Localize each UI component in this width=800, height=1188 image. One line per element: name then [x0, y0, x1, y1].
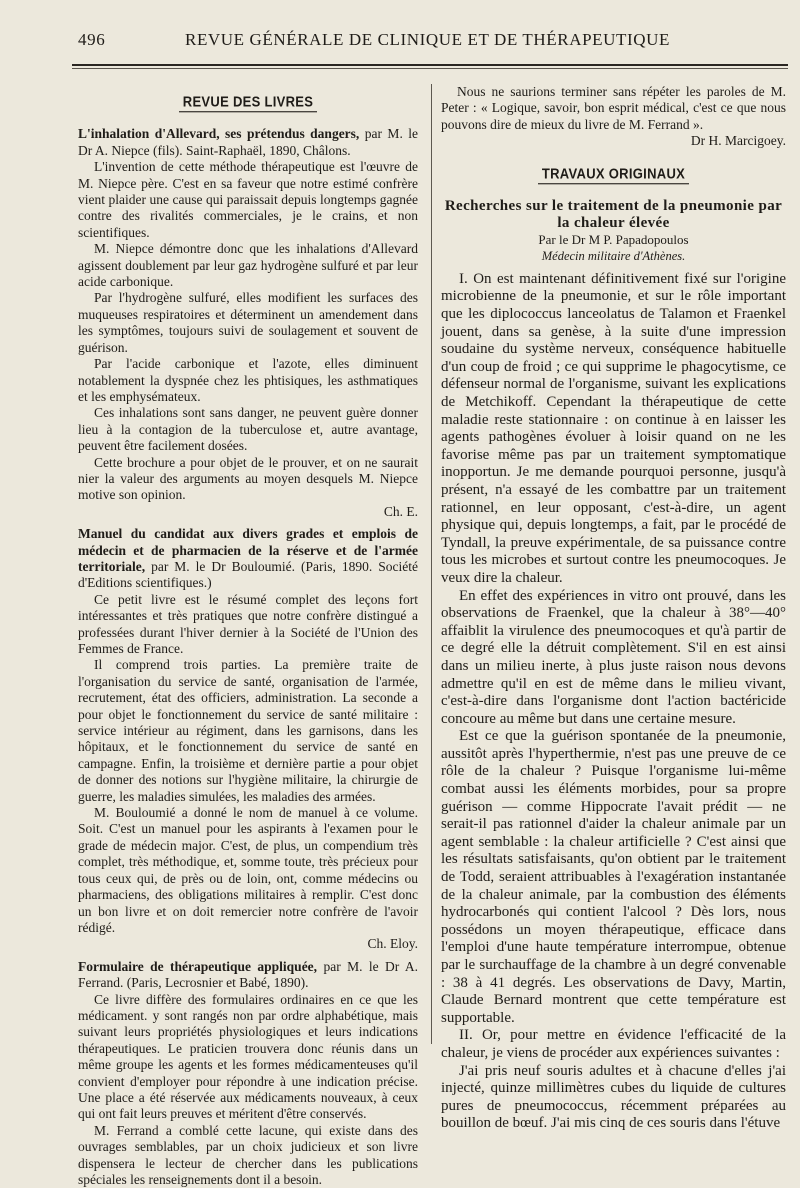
article-author: Par le Dr M P. Papadopoulos: [538, 232, 689, 248]
header-rule-thin: [72, 68, 788, 69]
running-head: [70, 28, 770, 54]
column-divider: [431, 84, 432, 1044]
review-entry-1-paragraph: Ces inhalations sont sans danger, ne peuvent guère donner lieu à la contagion de la tuberculose et, autre avantage, peuvent être facilement dosées.: [78, 405, 418, 454]
right-column: [441, 78, 786, 1133]
review-entry-2-heading: Manuel du candidat aux divers grades et emplois de médecin et de pharmacien de la réserve et de l'armée territoriale, par M. le Dr Bouloumié. (Paris, 1890. Société d'Editions scientifiques.): [78, 526, 418, 591]
review-entry-1-paragraph: L'invention de cette méthode thérapeutique est l'œuvre de M. Niepce père. C'est en sa faveur que notre estimé confrère vient plaider une cause qui paraissait depuis longtemps gagnée contre des rivalités commerciales, je le crains, et non scientifiques.: [78, 159, 418, 240]
review-entry-2-paragraph: Ce petit livre est le résumé complet des leçons fort intéressantes et très pratiques que notre confrère distingué a professées durant l'hiver dernier à la Société de l'Union des Femmes de France.: [78, 591, 418, 656]
review-entry-1-paragraph: M. Niepce démontre donc que les inhalations d'Allevard agissent doublement par leur gaz hydrogène sulfuré et par leur acide carbonique.: [78, 241, 418, 290]
review-entry-2-paragraph: Il comprend trois parties. La première traite de l'organisation du service de santé, organisation de l'armée, recrutement, état des officiers, administration. La seconde a pour objet le fonctionnement du service de santé militaire : service intérieur au régiment, dans les garnisons, dans les hôpitaux, et le fonctionnement du service de santé en campagne. Enfin, la troisième et dernière partie a pour objet de donner des notions sur l'hygiène militaire, la chirurgie de guerre, les maladies simulées, les maladies des armées.: [78, 657, 418, 804]
review-entry-3-heading: Formulaire de thérapeutique appliquée, par M. le Dr A. Ferrand. (Paris, Lecrosnier et Babé, 1890).: [78, 958, 418, 991]
article-paragraph: Est ce que la guérison spontanée de la pneumonie, aussitôt après l'hyperthermie, n'est pas une preuve de ce rôle de la chaleur ? Puisque l'organisme lui-même combat aussi les éléments morbides, pour sa propre guérison — comme Hippocrate l'avait prédit — ne serait-il pas rationnel d'aider la chaleur animale par un agent semblable : la chaleur artificielle ? C'est ainsi que les résultats satisfaisants, qu'on obtient par le traitement de Todd, seraient attribuables à l'exagération instantanée de la chaleur animale, par la combustion des éléments hydrocarbonés qui contient l'alcool ? Dès lors, nous possédons un moyen thérapeutique, efficace dans l'emploi d'une haute température interrompue, obtenue par le surchauffage de la chambre à un degré convenable : 38 à 41 degrés. Les observations de Davy, Martin, Claude Bernard montrent que cette température est supportable.: [441, 728, 786, 1026]
article-paragraph: J'ai pris neuf souris adultes et à chacune d'elles j'ai injecté, quinze millimètres cubes du liquide de cultures pures de pneumococcus, récemment préparées au bouillon de bœuf. J'ai mis cinq de ces souris dans l'étuve: [441, 1062, 786, 1132]
review-entry-1-signature: Ch. E.: [383, 503, 418, 519]
article-affiliation: Médecin militaire d'Athènes.: [541, 249, 686, 264]
review-closing-signature: Dr H. Marcigoey.: [690, 133, 786, 149]
section-title-original-works: TRAVAUX ORIGINAUX: [441, 164, 786, 183]
journal-title: REVUE GÉNÉRALE DE CLINIQUE ET DE THÉRAPEUTIQUE: [185, 30, 670, 49]
review-entry-2-signature: Ch. Eloy.: [367, 936, 418, 952]
article-paragraph: II. Or, pour mettre en évidence l'efficacité de la chaleur, je viens de procéder aux expériences suivantes :: [441, 1027, 786, 1061]
left-column: [78, 78, 418, 1188]
review-closing-paragraph: Nous ne saurions terminer sans répéter les paroles de M. Peter : « Logique, savoir, bon esprit médical, c'est ce que nous pouvons dire de mieux du livre de M. Ferrand ».: [441, 84, 786, 132]
review-entry-1-heading: L'inhalation d'Allevard, ses prétendus dangers, par M. le Dr A. Niepce (fils). Saint-Raphaël, 1890, Châlons.: [78, 126, 418, 158]
review-entry-2-paragraph: M. Bouloumié a donné le nom de manuel à ce volume. Soit. C'est un manuel pour les aspirants à l'examen pour le grade de médecin major. C'est, de plus, un compendium très complet, très méthodique, et, somme toute, très précieux pour tous ceux qui, de près ou de loin, ont, comme médecins ou pharmaciens, des obligations militaires à remplir. C'est donc un bon livre et on doit remercier notre confrère de l'avoir rédigé.: [78, 805, 418, 935]
article-title: Recherches sur le traitement de la pneumonie par la chaleur élevée: [444, 198, 783, 232]
review-entry-1-paragraph: Par l'acide carbonique et l'azote, elles diminuent notablement la dyspnée chez les phtisiques, les asthmatiques et les emphysémateux.: [78, 356, 418, 404]
page-number: 496: [78, 30, 106, 49]
article-paragraph: En effet des expériences in vitro ont prouvé, dans les observations de Fraenkel, que la chaleur à 38°—40° affaiblit la virulence des pneumocoques et qu'à partir de ce degré elle la détruit complètement. S'il en est ainsi dans un milieu inerte, à plus juste raison nous devons admettre qu'il en est de même dans le milieu vivant, c'est-à-dire dans l'organisme dont l'action bactéricide concoure au même but dans une certaine mesure.: [441, 587, 786, 727]
review-entry-3-paragraph: M. Ferrand a comblé cette lacune, qui existe dans des ouvrages semblables, par un choix judicieux et son livre dispensera le lecteur de chercher dans les publications spéciales les renseignements dont il a besoin.: [78, 1122, 418, 1187]
header-rule: [72, 64, 788, 66]
article-body: [441, 271, 786, 1133]
review-entry-1-paragraph: Cette brochure a pour objet de le prouver, et on ne saurait nier la valeur des arguments au moyen desquels M. Niepce motive son opinion.: [78, 454, 418, 503]
review-entry-3-paragraph: Ce livre diffère des formulaires ordinaires en ce que les médicament. y sont rangés non par ordre alphabétique, mais suivant leurs propriétés physiologiques et leurs indications thérapeutiques. Le praticien trouvera donc réunis dans un même groupe les agents et les formes médicamenteuses qu'il convient d'employer pour répondre à une indication précise. Une place a été réservée aux médicaments nouveaux, à ceux qui ont fait leurs preuves et méritent d'être conservés.: [78, 991, 418, 1122]
article-paragraph: I. On est maintenant définitivement fixé sur l'origine microbienne de la pneumonie, et sur le rôle important que les diplococcus lanceolatus de Talamon et Fraenkel jouent, dans sa genèse, à la suite d'une impression soudaine du système nerveux, conséquence habituelle d'un coup de froid ; ce qui supprime le phagocytisme, ce défenseur normal de l'organisme, suivant les explications de Metchikoff. Cependant la thérapeutique de cette maladie reste stationnaire : on continue à en laisser les agents pathogènes évoluer à loisir quand on ne les favorise même pas par un traitement symptomatique inopportun. Je me demande pourquoi personne, jusqu'à présent, n'a essayé de les combattre par un traitement rationnel, en leur opposant, c'est-à-dire, un agent physique qui, depuis longtemps, a fait, par le procédé de Tyndall, la preuve expérimentale, de sa puissance contre tous les microbes et surtout contre les pneumocoques. Je veux dire la chaleur.: [441, 270, 786, 586]
review-entry-1-paragraph: Par l'hydrogène sulfuré, elles modifient les surfaces des muqueuses respiratoires et déterminent un amendement dans les symptômes, toujours suivi de soulagement et souvent de guérison.: [78, 290, 418, 355]
section-title-book-reviews: REVUE DES LIVRES: [78, 93, 418, 112]
